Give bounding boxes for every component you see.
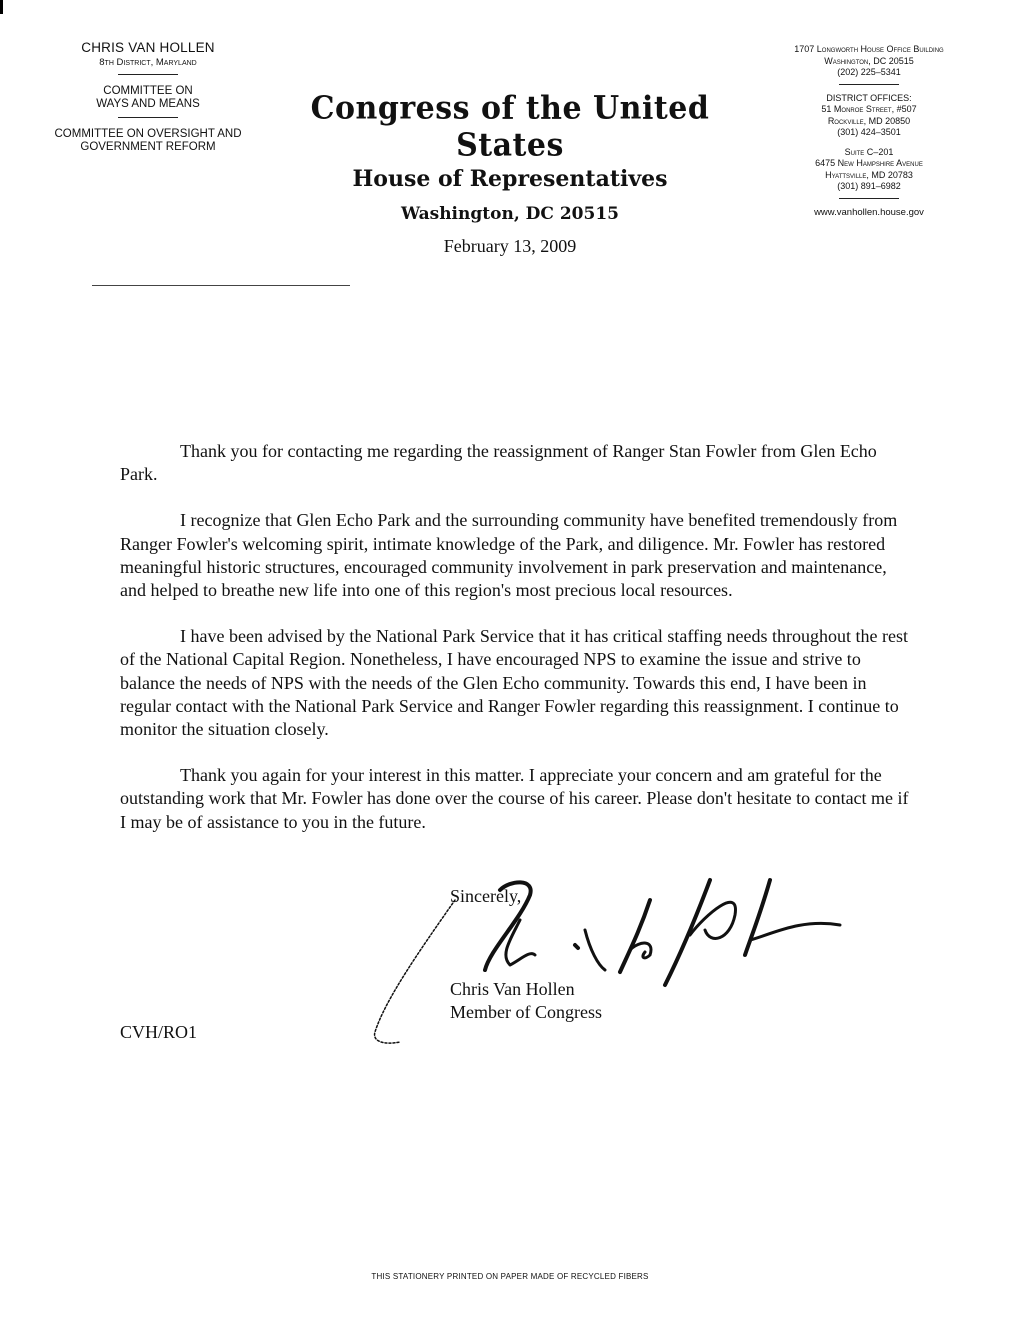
- committee-line: WAYS AND MEANS: [96, 98, 200, 110]
- committee-ways-means: [28, 85, 268, 111]
- committee-line: GOVERNMENT REFORM: [80, 141, 216, 153]
- committee-line: COMMITTEE ON: [103, 85, 193, 97]
- committee-oversight: [28, 128, 268, 154]
- office-line: Suite C–201: [844, 146, 894, 157]
- address-line: [92, 285, 350, 286]
- paragraph: I have been advised by the National Park Service that it has critical staffing needs throughout the rest of the National Capital Region. Nonetheless, I have encouraged NPS to examine the issue and strive to balance the needs of NPS with the needs of the Glen Echo community. Towards this end, I have been in regular contact with the National Park Service and Ranger Fowler regarding this reassignment. I continue to monitor the situation closely.: [120, 626, 908, 740]
- spacer: [764, 139, 974, 147]
- dc-office-line: Washington, DC 20515: [824, 55, 914, 66]
- paragraph: Thank you again for your interest in this matter. I appreciate your concern and am grateful for the outstanding work that Mr. Fowler has done over the course of his career. Please don't hesitate to contact me if I may be of assistance to you in the future.: [120, 765, 909, 832]
- district-offices-label: DISTRICT OFFICES:: [826, 92, 912, 103]
- scan-edge-mark: [0, 0, 3, 14]
- district: 8th District, Maryland: [99, 57, 197, 68]
- handwritten-signature: [360, 860, 860, 1050]
- office-line: Rockville, MD 20850: [827, 115, 911, 126]
- signer-block: [450, 978, 602, 1024]
- divider: [839, 198, 899, 199]
- letterhead-center: [300, 92, 720, 257]
- city-line: Washington, DC 20515: [401, 204, 619, 224]
- office-phone: (301) 424–3501: [837, 127, 901, 137]
- dc-office-line: 1707 Longworth House Office Building: [794, 44, 944, 54]
- dc-office-phone: (202) 225–5341: [837, 67, 901, 77]
- divider: [839, 84, 899, 85]
- rep-name: CHRIS VAN HOLLEN: [81, 40, 215, 55]
- office-phone: (301) 891–6982: [837, 181, 901, 191]
- letterhead-left: [28, 40, 268, 154]
- divider: [118, 117, 178, 118]
- paragraph: I recognize that Glen Echo Park and the surrounding community have benefited tremendously from Ranger Fowler's welcoming spirit, intimate knowledge of the Park, and diligence. Mr. Fowler has restored meaningful historic structures, encouraged community involvement in park preservation and maintenance, and helped to breathe new life into one of this region's most precious local resources.: [120, 510, 898, 601]
- closing: Sincerely,: [450, 886, 522, 906]
- letter-date: February 13, 2009: [443, 236, 577, 256]
- website: www.vanhollen.house.gov: [814, 206, 924, 218]
- letter-body: [120, 440, 910, 857]
- signer-name: Chris Van Hollen: [450, 979, 575, 999]
- house-title: House of Representatives: [352, 166, 668, 192]
- office-line: 51 Monroe Street, #507: [821, 104, 917, 114]
- paragraph: Thank you for contacting me regarding the reassignment of Ranger Stan Fowler from Glen Echo Park.: [120, 441, 877, 485]
- committee-line: COMMITTEE ON OVERSIGHT AND: [54, 128, 242, 140]
- reference-initials: CVH/RO1: [120, 1022, 198, 1042]
- footer-note: THIS STATIONERY PRINTED ON PAPER MADE OF RECYCLED FIBERS: [371, 1272, 649, 1281]
- signer-title: Member of Congress: [450, 1002, 602, 1022]
- office-line: Hyattsville, MD 20783: [825, 169, 913, 180]
- divider: [118, 74, 178, 75]
- office-line: 6475 New Hampshire Avenue: [815, 158, 923, 168]
- congress-title: Congress of the United States: [310, 90, 710, 164]
- letterhead-right: [764, 44, 974, 218]
